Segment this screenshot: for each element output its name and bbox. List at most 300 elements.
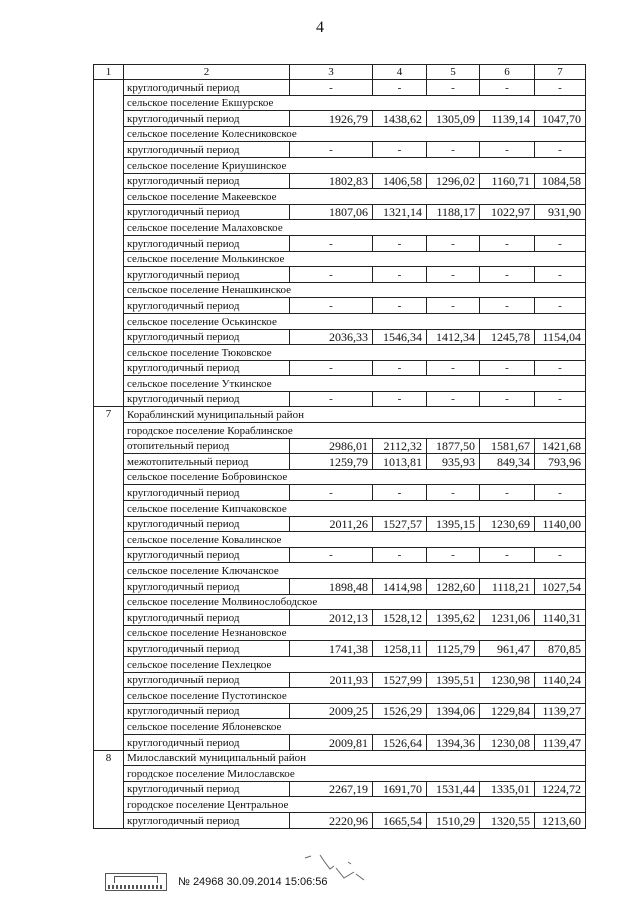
empty-cell: [535, 766, 586, 782]
empty-cell: [480, 594, 535, 610]
value-cell: 1665,54: [373, 812, 427, 828]
empty-cell: [427, 126, 480, 142]
empty-cell: [480, 532, 535, 548]
empty-cell: [480, 688, 535, 704]
settlement-name: сельское поселение Тюковское: [124, 345, 290, 361]
value-cell: -: [480, 80, 535, 96]
value-cell: -: [535, 142, 586, 158]
period-name: круглогодичный период: [124, 267, 290, 283]
table-row: [94, 220, 586, 236]
empty-cell: [535, 345, 586, 361]
empty-cell: [373, 688, 427, 704]
table-row: [94, 469, 586, 485]
value-cell: -: [290, 142, 373, 158]
empty-cell: [373, 625, 427, 641]
header-row: [94, 65, 586, 80]
settlement-name: сельское поселение Пехлецкое: [124, 656, 290, 672]
empty-cell: [427, 251, 480, 267]
value-cell: 1741,38: [290, 641, 373, 657]
value-cell: -: [427, 235, 480, 251]
district-title: Кораблинский муниципальный район: [124, 407, 586, 423]
row-index-cell: [94, 625, 124, 641]
value-cell: -: [373, 235, 427, 251]
value-cell: 1527,99: [373, 672, 427, 688]
row-index-cell: [94, 142, 124, 158]
settlement-name: сельское поселение Молькинское: [124, 251, 290, 267]
empty-cell: [290, 797, 373, 813]
empty-cell: [480, 345, 535, 361]
value-cell: 1230,98: [480, 672, 535, 688]
row-index-cell: [94, 95, 124, 111]
row-index-cell: [94, 204, 124, 220]
value-cell: 931,90: [535, 204, 586, 220]
row-index-cell: [94, 688, 124, 704]
row-index-cell: [94, 157, 124, 173]
empty-cell: [427, 719, 480, 735]
row-index-cell: [94, 547, 124, 563]
period-name: круглогодичный период: [124, 173, 290, 189]
value-cell: -: [480, 298, 535, 314]
value-cell: 870,85: [535, 641, 586, 657]
value-cell: 793,96: [535, 454, 586, 470]
empty-cell: [535, 625, 586, 641]
empty-cell: [427, 313, 480, 329]
empty-cell: [427, 501, 480, 517]
empty-cell: [480, 797, 535, 813]
empty-cell: [480, 251, 535, 267]
row-index-cell: [94, 563, 124, 579]
row-index-cell: [94, 532, 124, 548]
document-footer: [105, 873, 328, 891]
table-row: [94, 313, 586, 329]
table-row: [94, 267, 586, 283]
table-row: [94, 95, 586, 111]
empty-cell: [290, 376, 373, 392]
section-title-row: [94, 407, 586, 423]
table-row: [94, 781, 586, 797]
row-index-cell: [94, 485, 124, 501]
value-cell: -: [427, 142, 480, 158]
row-index-cell: 7: [94, 407, 124, 423]
value-cell: 1438,62: [373, 111, 427, 127]
value-cell: 1335,01: [480, 781, 535, 797]
row-index-cell: [94, 220, 124, 236]
empty-cell: [290, 282, 373, 298]
table-row: [94, 251, 586, 267]
row-index-cell: [94, 672, 124, 688]
value-cell: 1139,14: [480, 111, 535, 127]
table-row: [94, 501, 586, 517]
row-index-cell: [94, 594, 124, 610]
period-name: круглогодичный период: [124, 703, 290, 719]
empty-cell: [480, 126, 535, 142]
period-name: круглогодичный период: [124, 485, 290, 501]
empty-cell: [373, 423, 427, 439]
empty-cell: [480, 423, 535, 439]
row-index-cell: [94, 703, 124, 719]
empty-cell: [427, 423, 480, 439]
table-row: [94, 656, 586, 672]
row-index-cell: [94, 360, 124, 376]
empty-cell: [480, 766, 535, 782]
value-cell: 2036,33: [290, 329, 373, 345]
value-cell: 1414,98: [373, 579, 427, 595]
row-index-cell: [94, 345, 124, 361]
value-cell: -: [290, 391, 373, 407]
value-cell: -: [373, 485, 427, 501]
table-row: [94, 766, 586, 782]
table-row: [94, 688, 586, 704]
table-body: [94, 65, 586, 829]
empty-cell: [535, 251, 586, 267]
stamp-logo: [105, 873, 167, 891]
period-name: круглогодичный период: [124, 672, 290, 688]
empty-cell: [373, 95, 427, 111]
empty-cell: [535, 469, 586, 485]
period-name: круглогодичный период: [124, 329, 290, 345]
empty-cell: [373, 797, 427, 813]
row-index-cell: [94, 656, 124, 672]
value-cell: -: [480, 142, 535, 158]
period-name: круглогодичный период: [124, 610, 290, 626]
empty-cell: [373, 345, 427, 361]
value-cell: 1118,21: [480, 579, 535, 595]
empty-cell: [480, 719, 535, 735]
table-row: [94, 282, 586, 298]
header-cell: 6: [480, 65, 535, 80]
value-cell: 1395,51: [427, 672, 480, 688]
empty-cell: [290, 469, 373, 485]
district-title: Милославский муниципальный район: [124, 750, 586, 766]
empty-cell: [427, 797, 480, 813]
row-index-cell: [94, 579, 124, 595]
table-row: [94, 672, 586, 688]
value-cell: 1412,34: [427, 329, 480, 345]
empty-cell: [535, 126, 586, 142]
period-name: круглогодичный период: [124, 111, 290, 127]
value-cell: -: [427, 80, 480, 96]
row-index-cell: [94, 111, 124, 127]
value-cell: 1546,34: [373, 329, 427, 345]
value-cell: -: [535, 547, 586, 563]
value-cell: -: [290, 485, 373, 501]
empty-cell: [535, 532, 586, 548]
row-index-cell: [94, 298, 124, 314]
value-cell: -: [290, 80, 373, 96]
settlement-name: сельское поселение Ключанское: [124, 563, 290, 579]
empty-cell: [290, 766, 373, 782]
tariff-table: [93, 64, 586, 829]
value-cell: 1421,68: [535, 438, 586, 454]
table-row: [94, 438, 586, 454]
empty-cell: [373, 563, 427, 579]
empty-cell: [480, 625, 535, 641]
header-cell: 4: [373, 65, 427, 80]
empty-cell: [290, 126, 373, 142]
value-cell: -: [480, 360, 535, 376]
row-index-cell: [94, 610, 124, 626]
header-cell: 1: [94, 65, 124, 80]
value-cell: 2220,96: [290, 812, 373, 828]
value-cell: 1528,12: [373, 610, 427, 626]
empty-cell: [373, 594, 427, 610]
table-row: [94, 532, 586, 548]
value-cell: 1125,79: [427, 641, 480, 657]
empty-cell: [427, 563, 480, 579]
settlement-name: сельское поселение Оськинское: [124, 313, 290, 329]
empty-cell: [290, 501, 373, 517]
empty-cell: [535, 157, 586, 173]
value-cell: -: [290, 360, 373, 376]
settlement-name: сельское поселение Незнановское: [124, 625, 290, 641]
value-cell: 1581,67: [480, 438, 535, 454]
table-row: [94, 454, 586, 470]
empty-cell: [290, 656, 373, 672]
value-cell: -: [427, 485, 480, 501]
document-datetime: 30.09.2014 15:06:56: [226, 875, 328, 888]
empty-cell: [535, 688, 586, 704]
empty-cell: [427, 688, 480, 704]
table-row: [94, 719, 586, 735]
empty-cell: [373, 766, 427, 782]
empty-cell: [535, 189, 586, 205]
empty-cell: [480, 313, 535, 329]
empty-cell: [427, 95, 480, 111]
row-index-cell: [94, 719, 124, 735]
value-cell: 1510,29: [427, 812, 480, 828]
row-index-cell: 8: [94, 750, 124, 766]
row-index-cell: [94, 235, 124, 251]
empty-cell: [480, 95, 535, 111]
empty-cell: [290, 625, 373, 641]
period-name: межотопительный период: [124, 454, 290, 470]
value-cell: 1022,97: [480, 204, 535, 220]
row-index-cell: [94, 766, 124, 782]
empty-cell: [290, 563, 373, 579]
value-cell: -: [427, 360, 480, 376]
empty-cell: [535, 501, 586, 517]
row-index-cell: [94, 376, 124, 392]
value-cell: 1224,72: [535, 781, 586, 797]
value-cell: 1258,11: [373, 641, 427, 657]
row-index-cell: [94, 812, 124, 828]
empty-cell: [535, 594, 586, 610]
empty-cell: [373, 251, 427, 267]
value-cell: 1084,58: [535, 173, 586, 189]
value-cell: 1527,57: [373, 516, 427, 532]
empty-cell: [480, 469, 535, 485]
settlement-name: сельское поселение Молвинослободское: [124, 594, 290, 610]
empty-cell: [535, 313, 586, 329]
table-row: [94, 423, 586, 439]
settlement-name: сельское поселение Уткинское: [124, 376, 290, 392]
empty-cell: [535, 95, 586, 111]
empty-cell: [373, 313, 427, 329]
value-cell: 1296,02: [427, 173, 480, 189]
period-name: круглогодичный период: [124, 204, 290, 220]
value-cell: 1926,79: [290, 111, 373, 127]
value-cell: 1394,06: [427, 703, 480, 719]
value-cell: -: [480, 267, 535, 283]
period-name: круглогодичный период: [124, 80, 290, 96]
row-index-cell: [94, 282, 124, 298]
empty-cell: [373, 719, 427, 735]
value-cell: 1526,29: [373, 703, 427, 719]
empty-cell: [290, 345, 373, 361]
value-cell: 935,93: [427, 454, 480, 470]
value-cell: 961,47: [480, 641, 535, 657]
empty-cell: [290, 313, 373, 329]
value-cell: -: [290, 267, 373, 283]
row-index-cell: [94, 501, 124, 517]
value-cell: 1282,60: [427, 579, 480, 595]
value-cell: 1531,44: [427, 781, 480, 797]
table-row: [94, 547, 586, 563]
empty-cell: [427, 376, 480, 392]
settlement-name: сельское поселение Бобровинское: [124, 469, 290, 485]
empty-cell: [373, 501, 427, 517]
table-row: [94, 812, 586, 828]
table-row: [94, 797, 586, 813]
settlement-name: сельское поселение Ковалинское: [124, 532, 290, 548]
value-cell: 1394,36: [427, 734, 480, 750]
value-cell: 2012,13: [290, 610, 373, 626]
empty-cell: [427, 469, 480, 485]
table-row: [94, 485, 586, 501]
value-cell: 2009,25: [290, 703, 373, 719]
value-cell: 1154,04: [535, 329, 586, 345]
value-cell: 1213,60: [535, 812, 586, 828]
value-cell: -: [373, 298, 427, 314]
empty-cell: [427, 532, 480, 548]
empty-cell: [290, 719, 373, 735]
value-cell: 1188,17: [427, 204, 480, 220]
table-row: [94, 298, 586, 314]
row-index-cell: [94, 251, 124, 267]
value-cell: 1229,84: [480, 703, 535, 719]
period-name: круглогодичный период: [124, 142, 290, 158]
table-row: [94, 625, 586, 641]
row-index-cell: [94, 438, 124, 454]
period-name: круглогодичный период: [124, 360, 290, 376]
table-row: [94, 360, 586, 376]
value-cell: -: [427, 391, 480, 407]
value-cell: 1395,62: [427, 610, 480, 626]
value-cell: 1305,09: [427, 111, 480, 127]
row-index-cell: [94, 734, 124, 750]
value-cell: -: [535, 267, 586, 283]
value-cell: 1877,50: [427, 438, 480, 454]
value-cell: -: [480, 391, 535, 407]
empty-cell: [535, 220, 586, 236]
value-cell: 1139,47: [535, 734, 586, 750]
empty-cell: [535, 282, 586, 298]
value-cell: 1802,83: [290, 173, 373, 189]
empty-cell: [535, 719, 586, 735]
value-cell: 1807,06: [290, 204, 373, 220]
value-cell: -: [535, 360, 586, 376]
value-cell: 2009,81: [290, 734, 373, 750]
header-cell: 7: [535, 65, 586, 80]
value-cell: 1245,78: [480, 329, 535, 345]
empty-cell: [290, 157, 373, 173]
row-index-cell: [94, 80, 124, 96]
row-index-cell: [94, 267, 124, 283]
value-cell: -: [373, 142, 427, 158]
table-row: [94, 235, 586, 251]
value-cell: 1160,71: [480, 173, 535, 189]
empty-cell: [427, 282, 480, 298]
value-cell: 1320,55: [480, 812, 535, 828]
settlement-name: сельское поселение Ненашкинское: [124, 282, 290, 298]
value-cell: 1526,64: [373, 734, 427, 750]
settlement-name: сельское поселение Яблоневское: [124, 719, 290, 735]
settlement-name: сельское поселение Криушинское: [124, 157, 290, 173]
settlement-name: сельское поселение Кипчаковское: [124, 501, 290, 517]
settlement-name: сельское поселение Екшурское: [124, 95, 290, 111]
table-row: [94, 189, 586, 205]
value-cell: 1230,08: [480, 734, 535, 750]
table-row: [94, 734, 586, 750]
empty-cell: [427, 625, 480, 641]
value-cell: -: [535, 391, 586, 407]
empty-cell: [373, 189, 427, 205]
value-cell: -: [290, 298, 373, 314]
empty-cell: [480, 157, 535, 173]
empty-cell: [373, 469, 427, 485]
empty-cell: [480, 656, 535, 672]
empty-cell: [373, 656, 427, 672]
value-cell: -: [535, 298, 586, 314]
value-cell: 2011,26: [290, 516, 373, 532]
empty-cell: [480, 563, 535, 579]
table-row: [94, 173, 586, 189]
value-cell: -: [480, 235, 535, 251]
value-cell: -: [373, 547, 427, 563]
value-cell: -: [535, 485, 586, 501]
value-cell: -: [427, 298, 480, 314]
value-cell: 1406,58: [373, 173, 427, 189]
value-cell: -: [373, 80, 427, 96]
number-sign: №: [178, 875, 190, 888]
row-index-cell: [94, 641, 124, 657]
period-name: круглогодичный период: [124, 516, 290, 532]
period-name: круглогодичный период: [124, 734, 290, 750]
empty-cell: [480, 220, 535, 236]
value-cell: 1139,27: [535, 703, 586, 719]
value-cell: -: [373, 267, 427, 283]
value-cell: -: [373, 391, 427, 407]
table-row: [94, 126, 586, 142]
table-row: [94, 703, 586, 719]
empty-cell: [427, 766, 480, 782]
value-cell: 2986,01: [290, 438, 373, 454]
value-cell: 1259,79: [290, 454, 373, 470]
value-cell: 1230,69: [480, 516, 535, 532]
value-cell: 1395,15: [427, 516, 480, 532]
value-cell: -: [535, 80, 586, 96]
header-cell: 3: [290, 65, 373, 80]
empty-cell: [427, 594, 480, 610]
value-cell: -: [290, 547, 373, 563]
empty-cell: [373, 282, 427, 298]
empty-cell: [427, 189, 480, 205]
empty-cell: [480, 376, 535, 392]
settlement-name: сельское поселение Макеевское: [124, 189, 290, 205]
row-index-cell: [94, 173, 124, 189]
settlement-name: сельское поселение Пустотинское: [124, 688, 290, 704]
section-title-row: [94, 750, 586, 766]
